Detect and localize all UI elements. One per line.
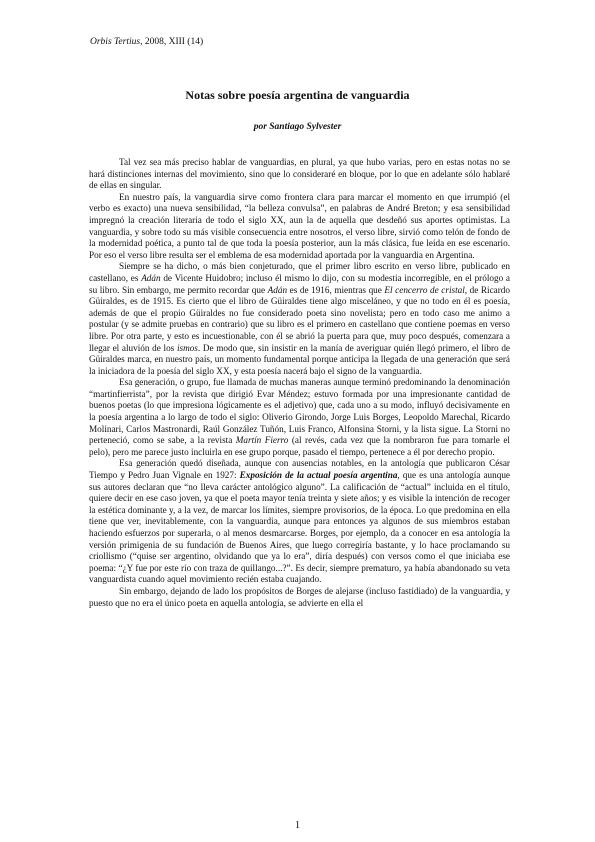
paragraph-3 bbox=[89, 261, 510, 377]
paragraph-3-text: Siempre se ha dicho, o más bien conjeturado, que el primer libro escrito en verso libre, publicado en castellano, es bbox=[89, 261, 510, 283]
anthology-title: Exposición de la actual poesía argentina bbox=[239, 470, 398, 481]
paragraph-3-text: . De modo que, sin insistir en la manía de averiguar quién llegó primero, el libro de Güiraldes marca, en nuestro país, un momento fundamental porque anticipa la llegada de una generación que será la iniciadora de la poesía del siglo XX, y esta poesía nacerá bajo el signo de la vanguardia. bbox=[89, 342, 510, 376]
magazine-title-martin-fierro: Martín Fierro bbox=[235, 435, 289, 446]
journal-issue: , 2008, XIII (14) bbox=[140, 37, 204, 47]
book-title-adan: Adán bbox=[267, 284, 288, 295]
paragraph-5-text: , que es una antología aunque sus autores declaran que “no lleva carácter antológico alguno”. La calificación de “actual” incluida en el título, quiere decir en ese caso joven, ya que el poeta mayor tenía treinta y siete años; y es visible la intención de recoger la estética dominante y, a la vez, de marcar los límites, siempre provisorios, de la época. Lo que predomina en ella tiene que ver, inevitablemente, con la vanguardia, aunque para entonces ya algunos de sus miembros estaban haciendo esfuerzos por superarla, o al menos desmarcarse. Borges, por ejemplo, da a conocer en esa antología la versión primigenia de su fundación de Buenos Aires, que luego corregiría bastante, y lo hace proclamando su criollismo (“quise ser argentino, olvidando que ya lo era”, diría después) con versos como el que iniciaba ese poema: “¿Y fue por este río con traza de quillango...?”. Es decir, siempre prematuro, ya había abandonado su veta vanguardista cuando aquel movimiento recién estaba cuajando. bbox=[89, 470, 510, 585]
paragraph-3-text: , de Ricardo Güiraldes, es de 1915. Es cierto que el libro de Güiraldes tiene algo misceláneo, y que no todo en él es poesía, además de que el propio Güiraldes no fue considerado poeta sino novelista; pero en todo caso me animo a postular (y se admite pruebas en contrario) que su libro es el primero en castellano que contiene poemas en verso libre. Por otra parte, y esto es incuestionable, con él se abrió la puerta para que, muy poco después, comenzara a llegar el aluvión de los bbox=[89, 284, 510, 353]
paragraph-6: Sin embargo, dejando de lado los propósitos de Borges de alejarse (incluso fastidiado) de la vanguardia, y puesto que no era el único poeta en aquella antología, se advierte en ella el bbox=[89, 585, 510, 608]
paragraph-4-text: (al revés, cada vez que la nombraron fue para tomarle el pelo), pero me parece justo incluirla en ese grupo porque, pasado el tiempo, pertenece a él por derecho propio. bbox=[89, 435, 510, 457]
paragraph-5 bbox=[89, 458, 510, 586]
journal-name: Orbis Tertius bbox=[90, 37, 141, 47]
paragraph-1: Tal vez sea más preciso hablar de vanguardias, en plural, ya que hubo varias, pero en estas notas no se hará distinciones internas del movimiento, sino que lo consideraré en bloque, por lo que en adelante sólo hablaré de ellas en singular. bbox=[89, 157, 510, 191]
paragraph-4-text: Esa generación, o grupo, fue llamada de muchas maneras aunque terminó predominando la denominación “martinfierrista”, por la revista que dirigió Evar Méndez; estuvo formada por una impresionante cantidad de buenos poetas (lo que impresiona lógicamente es el adjetivo) que, cada uno a su modo, influyó decisivamente en la poesía argentina a lo largo de todo el siglo: Oliverio Girondo, Jorge Luis Borges, Leopoldo Marechal, Ricardo Molinari, Carlos Mastronardi, Raúl González Tuñón, Luis Franco, Alfonsina Storni, y la lista sigue. La Storni no perteneció, como se sabe, a la revista bbox=[89, 377, 510, 446]
running-header bbox=[90, 37, 203, 47]
page-number: 1 bbox=[294, 820, 301, 831]
article-byline: por Santiago Sylvester bbox=[253, 122, 342, 132]
article-body bbox=[89, 157, 510, 609]
paragraph-3-text: de Vicente Huidobro; incluso él mismo lo dijo, con su modestia incorregible, en el prólogo a su libro. Sin embargo, me permito recordar que bbox=[89, 272, 510, 295]
paragraph-2: En nuestro país, la vanguardia sirve como frontera clara para marcar el momento en que irrumpió (el verbo es exacto) una nueva sensibilidad, “la belleza convulsa”, en palabras de André Breton; y esa sensibilidad impregnó la creación literaria de todo el siglo XX, aun la de aquella que desdeñó sus aportes optimistas. La vanguardia, y sobre todo su más visible consecuencia entre nosotros, el verso libre, sirvió como telón de fondo de la modernidad poética, a punto tal de que toda la poesía posterior, aun la más clásica, fue leída en ese escenario. Por eso el verso libre resulta ser el emblema de esa modernidad aportada por la vanguardia en Argentina. bbox=[89, 191, 510, 260]
emphasis-ismos: ismos bbox=[176, 342, 198, 353]
paragraph-3-text: es de 1916, mientras que bbox=[287, 284, 385, 295]
book-title-adan: Adán bbox=[141, 272, 161, 283]
paragraph-5-text: Esa generación quedó diseñada, aunque con ausencias notables, en la antología que publicaron César Tiempo y Pedro Juan Vignale en 1927: bbox=[89, 458, 510, 481]
paragraph-4 bbox=[89, 377, 510, 458]
book-title-cencerro: El cencerro de cristal bbox=[384, 284, 465, 295]
article-title: Notas sobre poesía argentina de vanguardia bbox=[185, 88, 410, 102]
